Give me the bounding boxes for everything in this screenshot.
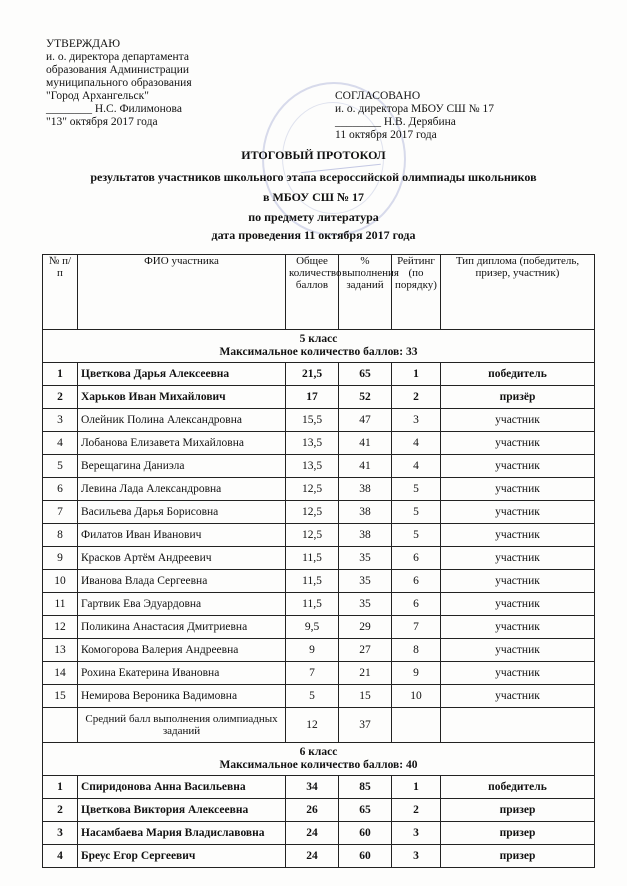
cell-score: 5: [286, 685, 339, 708]
table-row: [43, 386, 595, 409]
cell-diploma: участник: [441, 524, 595, 547]
cell-diploma: участник: [441, 685, 595, 708]
cell-rank: 6: [392, 547, 441, 570]
approval-line: "Город Архангельск": [46, 90, 149, 102]
col-header-diploma: Тип диплома (победитель, призер, участник): [441, 255, 595, 330]
cell-name: Спиридонова Анна Васильевна: [78, 776, 286, 799]
approval-line: УТВЕРЖДАЮ: [46, 38, 121, 50]
approval-line: муниципального образования: [46, 77, 192, 89]
cell-name: Лобанова Елизавета Михайловна: [78, 432, 286, 455]
table-header-row: [43, 255, 595, 330]
cell-name: Комогорова Валерия Андреевна: [78, 639, 286, 662]
cell-percent: 35: [339, 570, 392, 593]
table-row: [43, 409, 595, 432]
cell-percent: 47: [339, 409, 392, 432]
cell-rank: 8: [392, 639, 441, 662]
cell-rank: 4: [392, 455, 441, 478]
cell-name: Левина Лада Александровна: [78, 478, 286, 501]
table-row: [43, 616, 595, 639]
cell-diploma: участник: [441, 570, 595, 593]
cell-percent: 27: [339, 639, 392, 662]
average-row: [43, 708, 595, 743]
agreement-date: 11 октября 2017 года: [335, 129, 437, 141]
cell-name: Олейник Полина Александровна: [78, 409, 286, 432]
cell-diploma: победитель: [441, 776, 595, 799]
cell-diploma: участник: [441, 662, 595, 685]
cell-diploma: участник: [441, 616, 595, 639]
protocol-date: дата проведения 11 октября 2017 года: [211, 228, 416, 242]
cell-score: 11,5: [286, 570, 339, 593]
cell-score: 12,5: [286, 524, 339, 547]
cell-name: Цветкова Виктория Алексеевна: [78, 799, 286, 822]
table-row: [43, 524, 595, 547]
cell-score: 34: [286, 776, 339, 799]
section-max-score: Максимальное количество баллов: 33: [219, 346, 418, 358]
table-row: [43, 639, 595, 662]
average-score: 12: [286, 708, 339, 743]
average-percent: 37: [339, 708, 392, 743]
protocol-subject: по предмету литература: [248, 210, 379, 224]
cell-rank: 3: [392, 845, 441, 868]
col-header-percent: % выполнения заданий: [339, 255, 392, 330]
cell-percent: 38: [339, 501, 392, 524]
cell-rank: 1: [392, 363, 441, 386]
cell-number: 7: [43, 501, 78, 524]
section-grade: 6 класс: [299, 746, 338, 758]
cell-percent: 85: [339, 776, 392, 799]
cell-diploma: призёр: [441, 386, 595, 409]
table-row: [43, 501, 595, 524]
protocol-title: ИТОГОВЫЙ ПРОТОКОЛ: [241, 148, 386, 162]
col-header-score: Общее количество баллов: [286, 255, 339, 330]
cell-number: 15: [43, 685, 78, 708]
approval-signature: ________ Н.С. Филимонова: [46, 103, 182, 115]
approval-block: [46, 38, 256, 129]
cell-score: 24: [286, 822, 339, 845]
cell-percent: 41: [339, 432, 392, 455]
agreement-signature: ________ Н.В. Дерябина: [335, 116, 456, 128]
cell-name: Харьков Иван Михайлович: [78, 386, 286, 409]
cell-number: 3: [43, 822, 78, 845]
cell-name: Верещагина Даниэла: [78, 455, 286, 478]
cell-rank: 3: [392, 409, 441, 432]
cell-number: 2: [43, 386, 78, 409]
table-row: [43, 776, 595, 799]
cell-rank: 3: [392, 822, 441, 845]
cell-diploma: участник: [441, 639, 595, 662]
table-row: [43, 478, 595, 501]
cell-rank: 6: [392, 570, 441, 593]
cell-rank: 4: [392, 432, 441, 455]
cell-number: 1: [43, 776, 78, 799]
cell-diploma: участник: [441, 432, 595, 455]
protocol-school: в МБОУ СШ № 17: [262, 190, 365, 204]
table-row: [43, 593, 595, 616]
cell-name: Васильева Дарья Борисовна: [78, 501, 286, 524]
cell-score: 12,5: [286, 478, 339, 501]
cell-number: 9: [43, 547, 78, 570]
cell-number: 5: [43, 455, 78, 478]
cell-number: 14: [43, 662, 78, 685]
cell-score: 21,5: [286, 363, 339, 386]
cell-empty: [392, 708, 441, 743]
cell-percent: 60: [339, 822, 392, 845]
table-row: [43, 570, 595, 593]
cell-percent: 38: [339, 478, 392, 501]
cell-diploma: победитель: [441, 363, 595, 386]
cell-diploma: участник: [441, 547, 595, 570]
cell-name: Насамбаева Мария Владиславовна: [78, 822, 286, 845]
cell-number: 8: [43, 524, 78, 547]
section-header-row: [43, 743, 595, 776]
cell-number: 10: [43, 570, 78, 593]
cell-percent: 15: [339, 685, 392, 708]
cell-rank: 7: [392, 616, 441, 639]
cell-name: Гартвик Ева Эдуардовна: [78, 593, 286, 616]
cell-score: 9: [286, 639, 339, 662]
cell-percent: 65: [339, 799, 392, 822]
cell-score: 7: [286, 662, 339, 685]
cell-name: Немирова Вероника Вадимовна: [78, 685, 286, 708]
cell-score: 11,5: [286, 547, 339, 570]
cell-score: 17: [286, 386, 339, 409]
protocol-subtitle: результатов участников школьного этапа всероссийской олимпиады школьников: [90, 170, 537, 184]
cell-rank: 2: [392, 799, 441, 822]
cell-rank: 5: [392, 524, 441, 547]
cell-name: Красков Артём Андреевич: [78, 547, 286, 570]
cell-percent: 60: [339, 845, 392, 868]
cell-diploma: участник: [441, 409, 595, 432]
cell-rank: 5: [392, 478, 441, 501]
section-max-score: Максимальное количество баллов: 40: [219, 759, 418, 771]
table-row: [43, 662, 595, 685]
col-header-rank: Рейтинг (по порядку): [392, 255, 441, 330]
cell-diploma: участник: [441, 593, 595, 616]
cell-rank: 6: [392, 593, 441, 616]
cell-percent: 21: [339, 662, 392, 685]
cell-score: 13,5: [286, 455, 339, 478]
cell-number: 11: [43, 593, 78, 616]
approval-date: "13" октября 2017 года: [46, 116, 158, 128]
approval-line: и. о. директора департамента: [46, 51, 189, 63]
cell-percent: 41: [339, 455, 392, 478]
cell-score: 9,5: [286, 616, 339, 639]
table-row: [43, 685, 595, 708]
cell-number: 4: [43, 432, 78, 455]
table-row: [43, 432, 595, 455]
section-header: [43, 330, 595, 363]
cell-diploma: призер: [441, 845, 595, 868]
cell-score: 11,5: [286, 593, 339, 616]
cell-name: Цветкова Дарья Алексеевна: [78, 363, 286, 386]
cell-number: 2: [43, 799, 78, 822]
agreement-line: и. о. директора МБОУ СШ № 17: [335, 103, 494, 115]
cell-rank: 10: [392, 685, 441, 708]
cell-name: Поликина Анастасия Дмитриевна: [78, 616, 286, 639]
cell-empty: [441, 708, 595, 743]
cell-score: 12,5: [286, 501, 339, 524]
agreement-block: [335, 90, 565, 142]
col-header-name: ФИО участника: [78, 255, 286, 330]
cell-name: Бреус Егор Сергеевич: [78, 845, 286, 868]
cell-rank: 9: [392, 662, 441, 685]
cell-empty: [43, 708, 78, 743]
cell-rank: 1: [392, 776, 441, 799]
table-row: [43, 455, 595, 478]
table-row: [43, 363, 595, 386]
cell-diploma: участник: [441, 455, 595, 478]
cell-score: 24: [286, 845, 339, 868]
results-table: [42, 254, 595, 868]
cell-score: 15,5: [286, 409, 339, 432]
cell-diploma: призер: [441, 799, 595, 822]
cell-percent: 35: [339, 593, 392, 616]
cell-rank: 5: [392, 501, 441, 524]
table-row: [43, 547, 595, 570]
cell-diploma: участник: [441, 501, 595, 524]
cell-number: 13: [43, 639, 78, 662]
table-row: [43, 799, 595, 822]
cell-number: 1: [43, 363, 78, 386]
col-header-number: № п/п: [43, 255, 78, 330]
results-body: [43, 330, 595, 868]
cell-diploma: призер: [441, 822, 595, 845]
table-row: [43, 845, 595, 868]
cell-score: 13,5: [286, 432, 339, 455]
cell-percent: 35: [339, 547, 392, 570]
cell-percent: 65: [339, 363, 392, 386]
cell-percent: 29: [339, 616, 392, 639]
cell-score: 26: [286, 799, 339, 822]
section-grade: 5 класс: [299, 333, 338, 345]
table-row: [43, 822, 595, 845]
agreement-line: СОГЛАСОВАНО: [335, 90, 421, 102]
cell-rank: 2: [392, 386, 441, 409]
cell-name: Филатов Иван Иванович: [78, 524, 286, 547]
cell-number: 4: [43, 845, 78, 868]
cell-number: 12: [43, 616, 78, 639]
cell-number: 3: [43, 409, 78, 432]
section-header-row: [43, 330, 595, 363]
cell-name: Рохина Екатерина Ивановна: [78, 662, 286, 685]
cell-percent: 52: [339, 386, 392, 409]
cell-percent: 38: [339, 524, 392, 547]
cell-name: Иванова Влада Сергеевна: [78, 570, 286, 593]
approval-line: образования Администрации: [46, 64, 190, 76]
section-header: [43, 743, 595, 776]
cell-diploma: участник: [441, 478, 595, 501]
average-label: Средний балл выполнения олимпиадных заданий: [78, 708, 286, 743]
cell-number: 6: [43, 478, 78, 501]
